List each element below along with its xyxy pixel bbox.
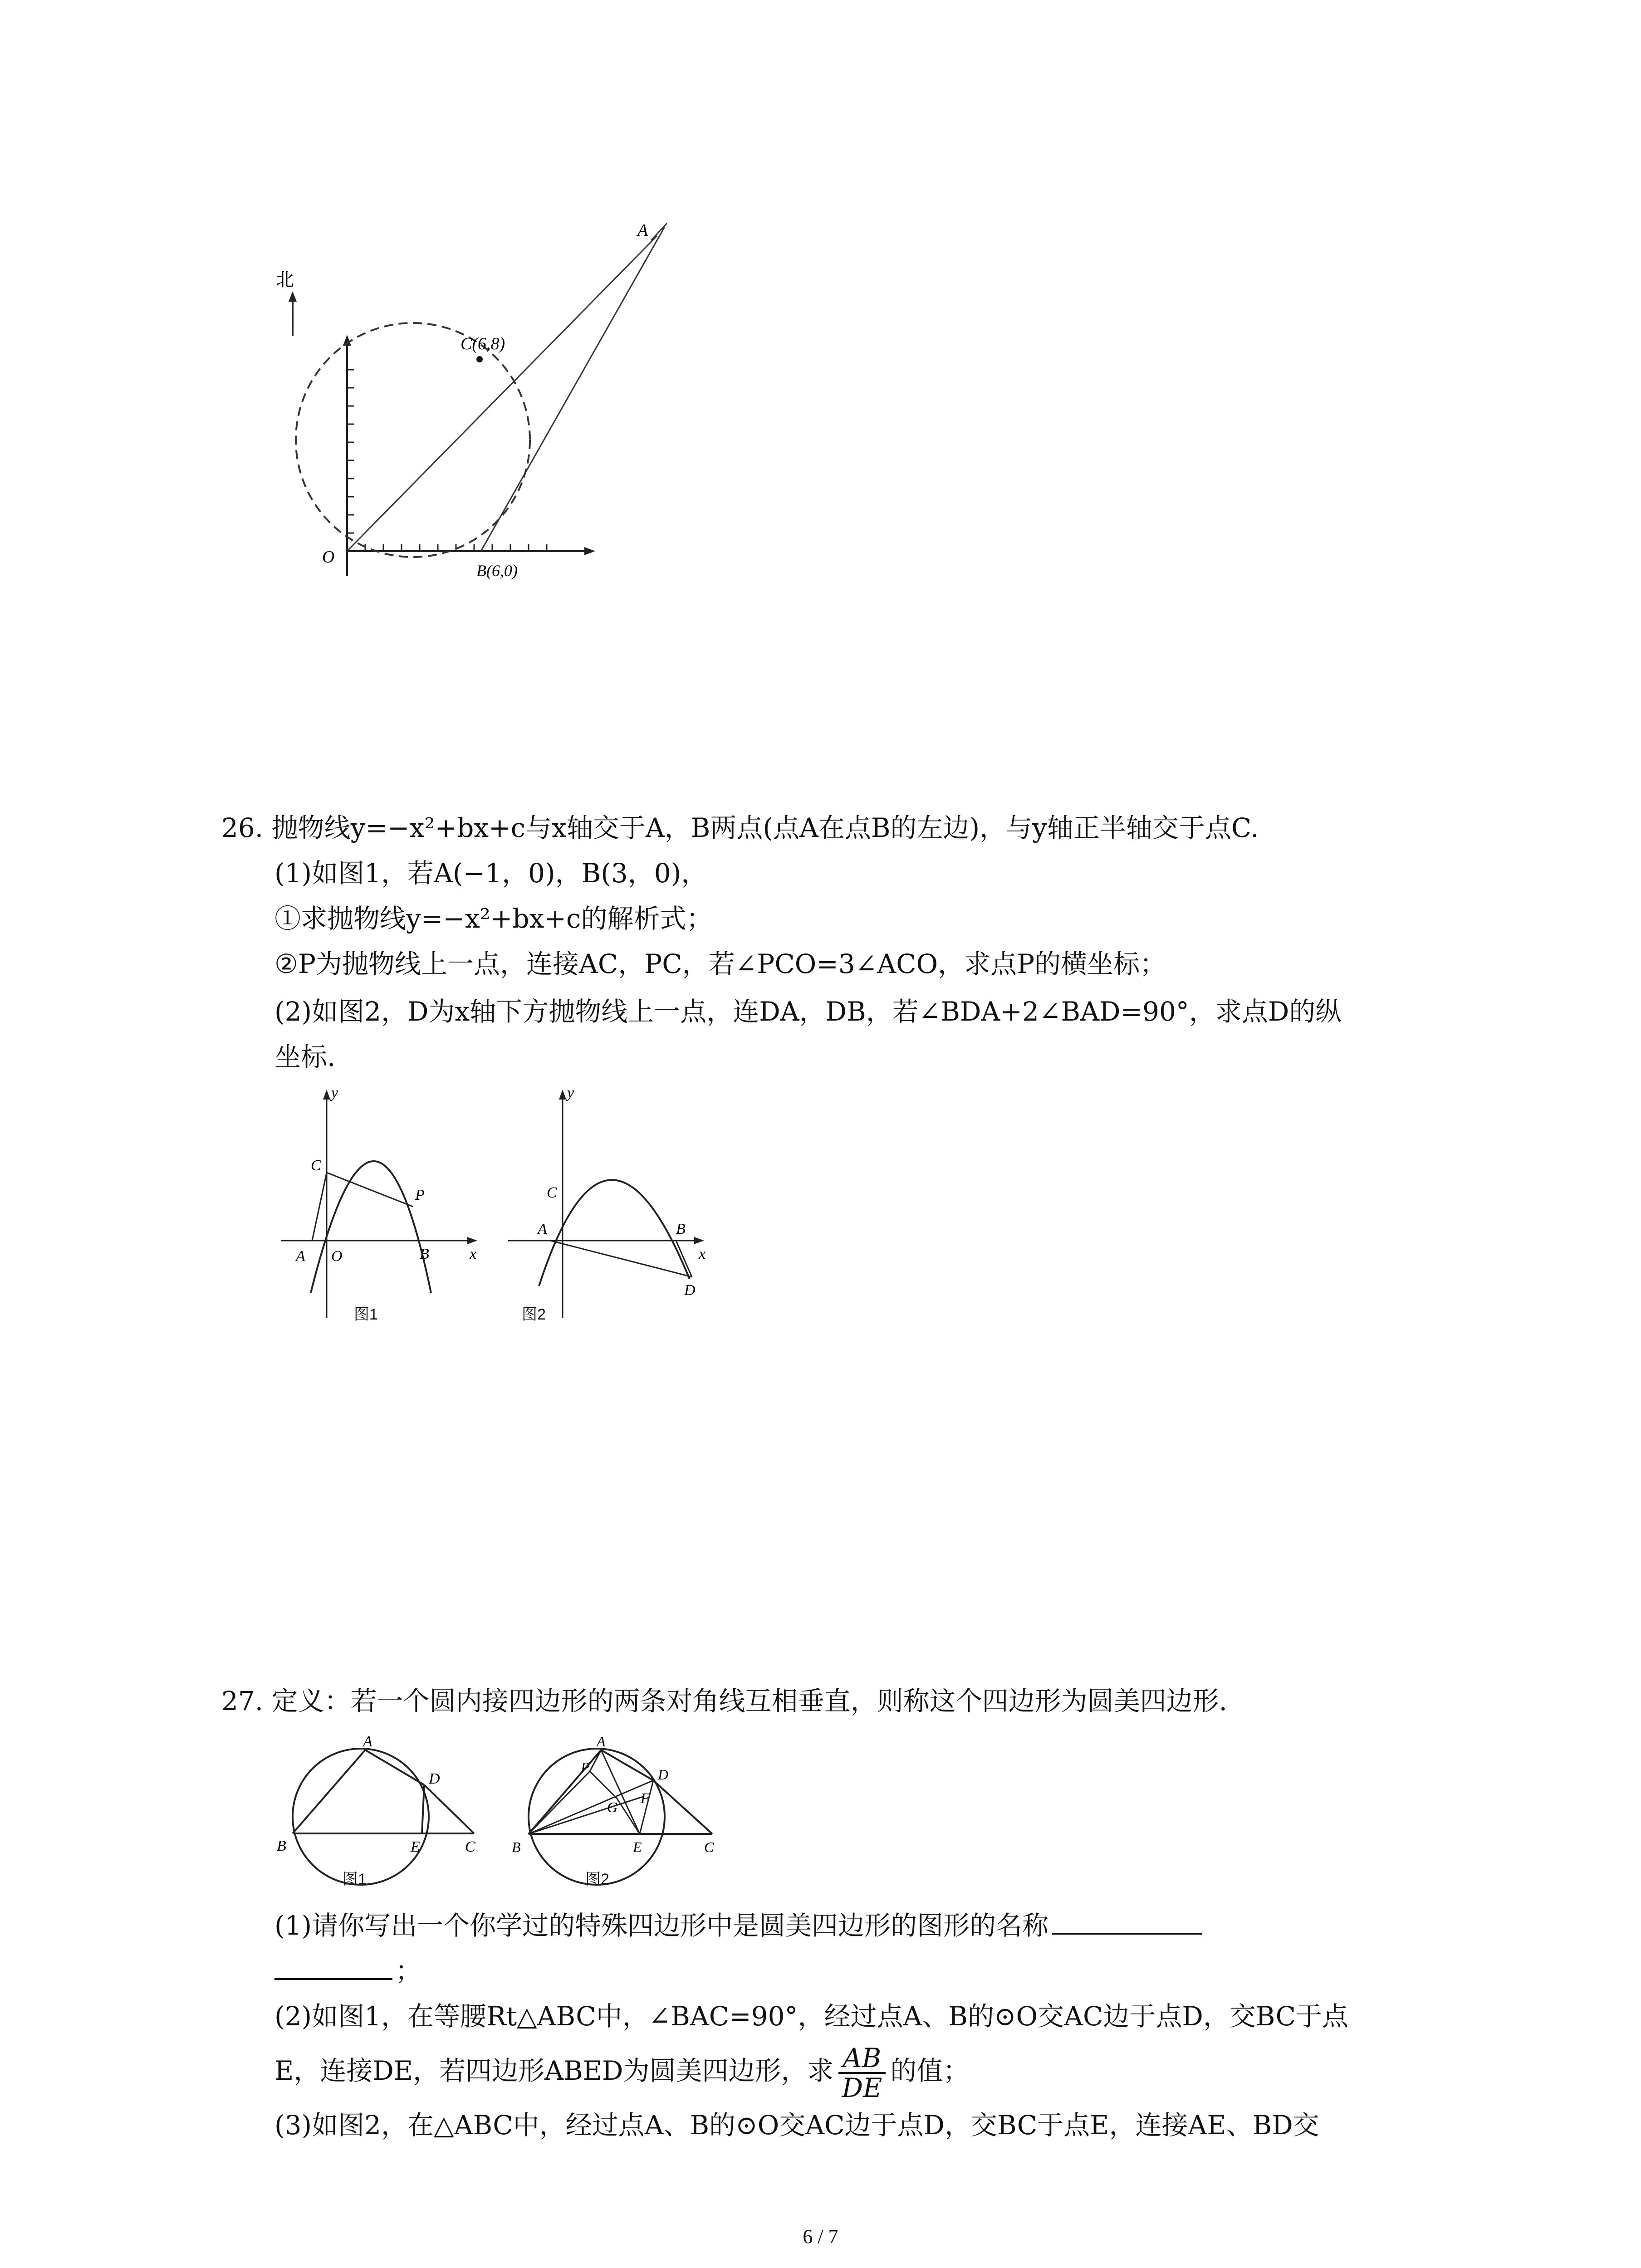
svg-text:C: C	[547, 1184, 557, 1201]
north-label: 北	[276, 269, 294, 290]
q27-figure-1	[272, 1733, 499, 1896]
q27-fig2-caption: 图2	[585, 1871, 609, 1888]
svg-text:G: G	[607, 1799, 618, 1815]
svg-text:D: D	[429, 1770, 440, 1787]
svg-text:F: F	[641, 1790, 650, 1806]
svg-text:B: B	[676, 1221, 686, 1237]
svg-text:B: B	[420, 1246, 429, 1262]
svg-text:C: C	[704, 1839, 714, 1855]
svg-text:B: B	[512, 1839, 521, 1855]
q26-figure-2	[499, 1080, 726, 1334]
q27-fig1-caption: 图1	[343, 1871, 367, 1888]
page-number: 6 / 7	[803, 2225, 838, 2248]
svg-text:x: x	[470, 1246, 477, 1262]
svg-text:C: C	[465, 1838, 475, 1855]
svg-text:A: A	[597, 1733, 606, 1750]
q27-part1-end: ；	[395, 1955, 422, 1986]
svg-text:P: P	[581, 1759, 590, 1775]
svg-text:E: E	[411, 1838, 420, 1855]
q27-part1-text: (1)请你写出一个你学过的特殊四边形中是圆美四边形的图形的名称	[274, 1910, 1049, 1941]
answer-blank-1[interactable]	[1052, 1910, 1202, 1935]
q26-figure-1	[268, 1080, 495, 1334]
q26-part1: (1)如图1，若A(−1，0)，B(3，0)，	[274, 858, 708, 889]
q27-part2-b-row	[274, 2041, 969, 2102]
svg-text:y: y	[567, 1085, 574, 1101]
q26-fig1-caption: 图1	[354, 1306, 378, 1323]
q26-stem: 26. 抛物线y=−x²+bx+c与x轴交于A，B两点(点A在点B的左边)，与y轴正半轴交于点C.	[221, 812, 1259, 843]
svg-text:D: D	[684, 1282, 696, 1299]
svg-text:y: y	[331, 1085, 338, 1101]
svg-text:O: O	[331, 1248, 343, 1265]
q26-sub2: ②P为抛物线上一点，连接AC，PC，若∠PCO=3∠ACO，求点P的横坐标；	[274, 948, 1166, 979]
svg-text:A: A	[538, 1221, 547, 1237]
q27-part2-b: E，连接DE，若四边形ABED为圆美四边形，求	[274, 2055, 834, 2086]
fraction-AB-DE	[838, 2044, 886, 2102]
q26-part2-a: (2)如图2，D为x轴下方抛物线上一点，连DA，DB，若∠BDA+2∠BAD=90°，求点D的纵	[274, 996, 1342, 1027]
label-A: A	[637, 221, 648, 240]
label-O: O	[322, 547, 335, 567]
q27-figure-2	[508, 1730, 744, 1894]
svg-text:P: P	[415, 1187, 425, 1203]
frac-denominator: DE	[842, 2072, 882, 2103]
svg-text:B: B	[277, 1838, 286, 1854]
frac-numerator: AB	[838, 2044, 886, 2074]
svg-text:D: D	[658, 1766, 669, 1783]
answer-blank-2[interactable]	[274, 1955, 392, 1980]
svg-text:x: x	[699, 1246, 706, 1262]
svg-text:A: A	[363, 1733, 372, 1750]
figure-circle-north	[254, 213, 690, 603]
label-C: C(6,8)	[460, 334, 505, 353]
q27-part2-c: 的值；	[890, 2055, 970, 2086]
q27-part3: (3)如图2，在△ABC中，经过点A、B的⊙O交AC边于点D，交BC于点E，连接AE、BD交	[274, 2110, 1319, 2141]
q26-fig2-caption: 图2	[522, 1306, 546, 1323]
q26-sub1: ①求抛物线y=−x²+bx+c的解析式；	[274, 903, 713, 934]
q26-part2-b: 坐标.	[274, 1041, 336, 1072]
label-B: B(6,0)	[476, 562, 518, 580]
q27-part1-cont	[274, 1953, 421, 1989]
svg-text:E: E	[633, 1839, 642, 1855]
q27-stem: 27. 定义：若一个圆内接四边形的两条对角线互相垂直，则称这个四边形为圆美四边形.	[221, 1686, 1228, 1716]
svg-text:C: C	[311, 1157, 321, 1174]
q27-part1	[274, 1907, 1202, 1944]
svg-text:A: A	[296, 1248, 305, 1265]
q27-part2-a: (2)如图1，在等腰Rt△ABC中，∠BAC=90°，经过点A、B的⊙O交AC边于点D，交BC于点	[274, 2001, 1348, 2032]
